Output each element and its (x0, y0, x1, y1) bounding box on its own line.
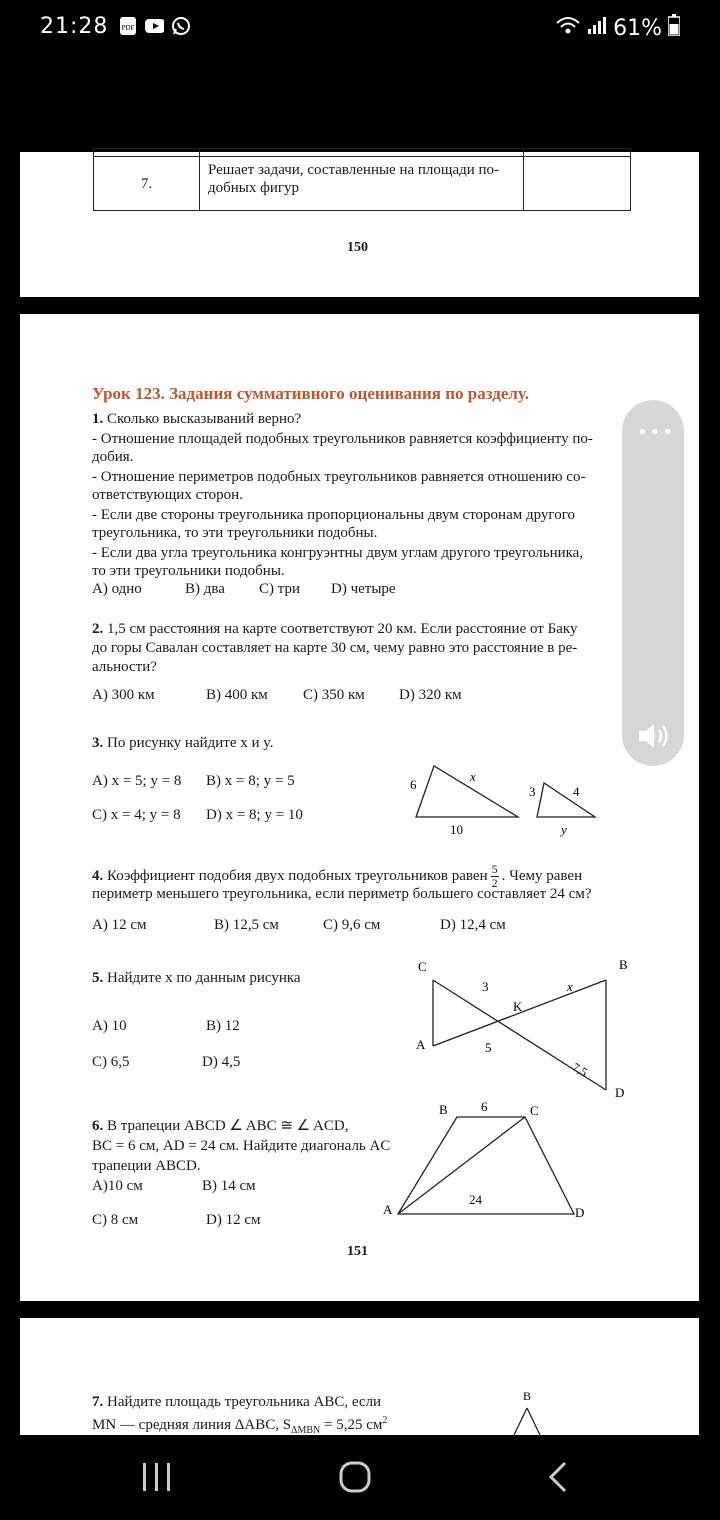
volume-icon[interactable] (636, 718, 672, 759)
q5-label-k: K (513, 999, 523, 1014)
q2-option-a: A) 300 км (92, 687, 155, 703)
q2-line: альности? (92, 659, 157, 675)
q3-label-3: 3 (529, 784, 536, 799)
signal-icon (587, 15, 607, 41)
q3-title: 3. По рисунку найдите x и y. (92, 735, 274, 751)
whatsapp-notification-icon (170, 16, 190, 36)
q6-line: BC = 6 см, AD = 24 см. Найдите диагональ AC (92, 1138, 391, 1154)
q6-line: трапеции ABCD. (92, 1158, 201, 1174)
q5-option-b: B) 12 (206, 1018, 240, 1034)
q6-label-6: 6 (481, 1099, 488, 1114)
q2-line: 2. 1,5 см расстояния на карте соответствуют 20 км. Если расстояние от Баку (92, 621, 578, 637)
q6-option-b: B) 14 см (202, 1178, 256, 1194)
q1-option-a: A) одно (92, 581, 142, 597)
recent-apps-button[interactable] (140, 1461, 174, 1498)
q7-triangle-figure (510, 1388, 550, 1435)
q4-option-c: C) 9,6 см (323, 917, 381, 933)
q3-label-10: 10 (450, 822, 463, 837)
lesson-heading: Урок 123. Задания суммативного оценивания по разделу. (92, 384, 529, 403)
status-bar (0, 0, 720, 60)
q6-label-a: A (383, 1202, 393, 1217)
q3-option-a: A) x = 5; y = 8 (92, 773, 182, 789)
q6-option-a: A)10 см (92, 1178, 143, 1194)
q5-label-x: x (567, 979, 573, 994)
q1-line: - Если две стороны треугольника пропорциональны двум сторонам другого (92, 507, 575, 523)
q6-label-24: 24 (469, 1192, 482, 1207)
q5-label-a: A (416, 1037, 426, 1052)
q5-label-c: C (418, 959, 427, 974)
q1-line: - Отношение периметров подобных треугольников равняется отношению со- (92, 469, 586, 485)
home-button[interactable] (338, 1460, 374, 1499)
criteria-table (93, 148, 631, 211)
q3-option-c: C) x = 4; y = 8 (92, 807, 181, 823)
table-row-number: 7. (94, 157, 200, 211)
document-page-150 (20, 152, 699, 297)
q1-title: 1. Сколько высказываний верно? (92, 411, 302, 427)
battery-percent: 61% (613, 15, 662, 41)
q1-line: то эти треугольники подобны. (92, 563, 285, 579)
q5-label-5: 5 (485, 1040, 492, 1055)
q3-label-y: y (561, 822, 567, 837)
table-row-text-line: добных фигур (208, 180, 300, 196)
q2-option-d: D) 320 км (399, 687, 462, 703)
q4-option-d: D) 12,4 см (440, 917, 506, 933)
q3-label-4: 4 (573, 784, 580, 799)
q1-line: ответствующих сторон. (92, 487, 243, 503)
q1-line: - Отношение площадей подобных треугольников равняется коэффициенту по- (92, 431, 593, 447)
q3-option-d: D) x = 8; y = 10 (206, 807, 303, 823)
q4-option-b: B) 12,5 см (214, 917, 279, 933)
q1-option-d: D) четыре (331, 581, 396, 597)
q2-option-b: B) 400 км (206, 687, 268, 703)
q5-title: 5. Найдите x по данным рисунка (92, 970, 301, 986)
q7-line: 7. Найдите площадь треугольника ABC, если (92, 1394, 382, 1410)
youtube-notification-icon (144, 16, 164, 36)
q1-line: треугольника, то эти треугольники подобны. (92, 525, 378, 541)
battery-icon (668, 14, 680, 42)
status-time: 21:28 (40, 14, 109, 39)
q4-line: 4. Коэффициент подобия двух подобных треугольников равен $\frac{5}{2}$ . Чему равен (92, 862, 583, 890)
q5-label-7-5: 7,5 (569, 1059, 590, 1080)
pdf-notification-icon (118, 16, 138, 36)
q3-label-x: x (470, 769, 476, 784)
q6-label-b: B (439, 1102, 448, 1117)
document-page-151 (20, 314, 699, 1301)
q6-trapezoid-figure (380, 1096, 600, 1226)
q6-line: 6. В трапеции ABCD ∠ ABC ≅ ∠ ACD, (92, 1118, 349, 1134)
q1-option-c: C) три (259, 581, 301, 597)
back-button[interactable] (545, 1460, 573, 1499)
q3-label-6: 6 (410, 777, 417, 792)
page-number: 150 (347, 240, 368, 255)
q6-option-d: D) 12 см (206, 1212, 261, 1228)
q5-option-d: D) 4,5 (202, 1054, 241, 1070)
q1-line: - Если два угла треугольника конгруэнтны двум углам другого треугольника, (92, 545, 584, 561)
q3-triangles-figure (400, 760, 620, 840)
q1-option-b: B) два (185, 581, 225, 597)
table-row-text (200, 157, 524, 211)
q1-line: добия. (92, 449, 134, 465)
floating-side-panel[interactable] (622, 400, 684, 766)
q6-label-d: D (575, 1205, 585, 1220)
page-number: 151 (347, 1244, 368, 1259)
q6-label-c: C (530, 1103, 539, 1118)
q5-label-3: 3 (482, 979, 489, 994)
q4-option-a: A) 12 см (92, 917, 147, 933)
q5-label-b: B (619, 957, 628, 972)
document-page-152 (20, 1318, 699, 1435)
q7-line: MN — средняя линия ΔABC, $S_{\Delta MBN} = 5,25$ $см^2$ (92, 1415, 388, 1436)
table-row-empty (524, 157, 631, 211)
q2-option-c: C) 350 км (303, 687, 365, 703)
svg-text:PDF: PDF (121, 24, 135, 32)
table-row-text-line: Решает задачи, составленные на площади по- (208, 162, 500, 178)
q3-option-b: B) x = 8; y = 5 (206, 773, 295, 789)
q7-label-b: B (523, 1389, 532, 1403)
q5-bowtie-figure (410, 954, 640, 1104)
q4-line: периметр меньшего треугольника, если периметр большего составляет 24 см? (92, 886, 592, 902)
wifi-icon (555, 15, 581, 41)
q6-option-c: C) 8 см (92, 1212, 139, 1228)
q2-line: до горы Савалан составляет на карте 30 см, чему равно это расстояние в ре- (92, 640, 578, 656)
q5-option-a: A) 10 (92, 1018, 127, 1034)
system-navigation-bar (0, 1436, 720, 1520)
more-options-icon[interactable]: ••• (637, 422, 675, 443)
q5-label-d: D (615, 1085, 625, 1100)
q4-fraction-numerator: 5 (491, 862, 498, 876)
q4-fraction-denominator: 2 (491, 876, 498, 890)
q5-option-c: C) 6,5 (92, 1054, 130, 1070)
